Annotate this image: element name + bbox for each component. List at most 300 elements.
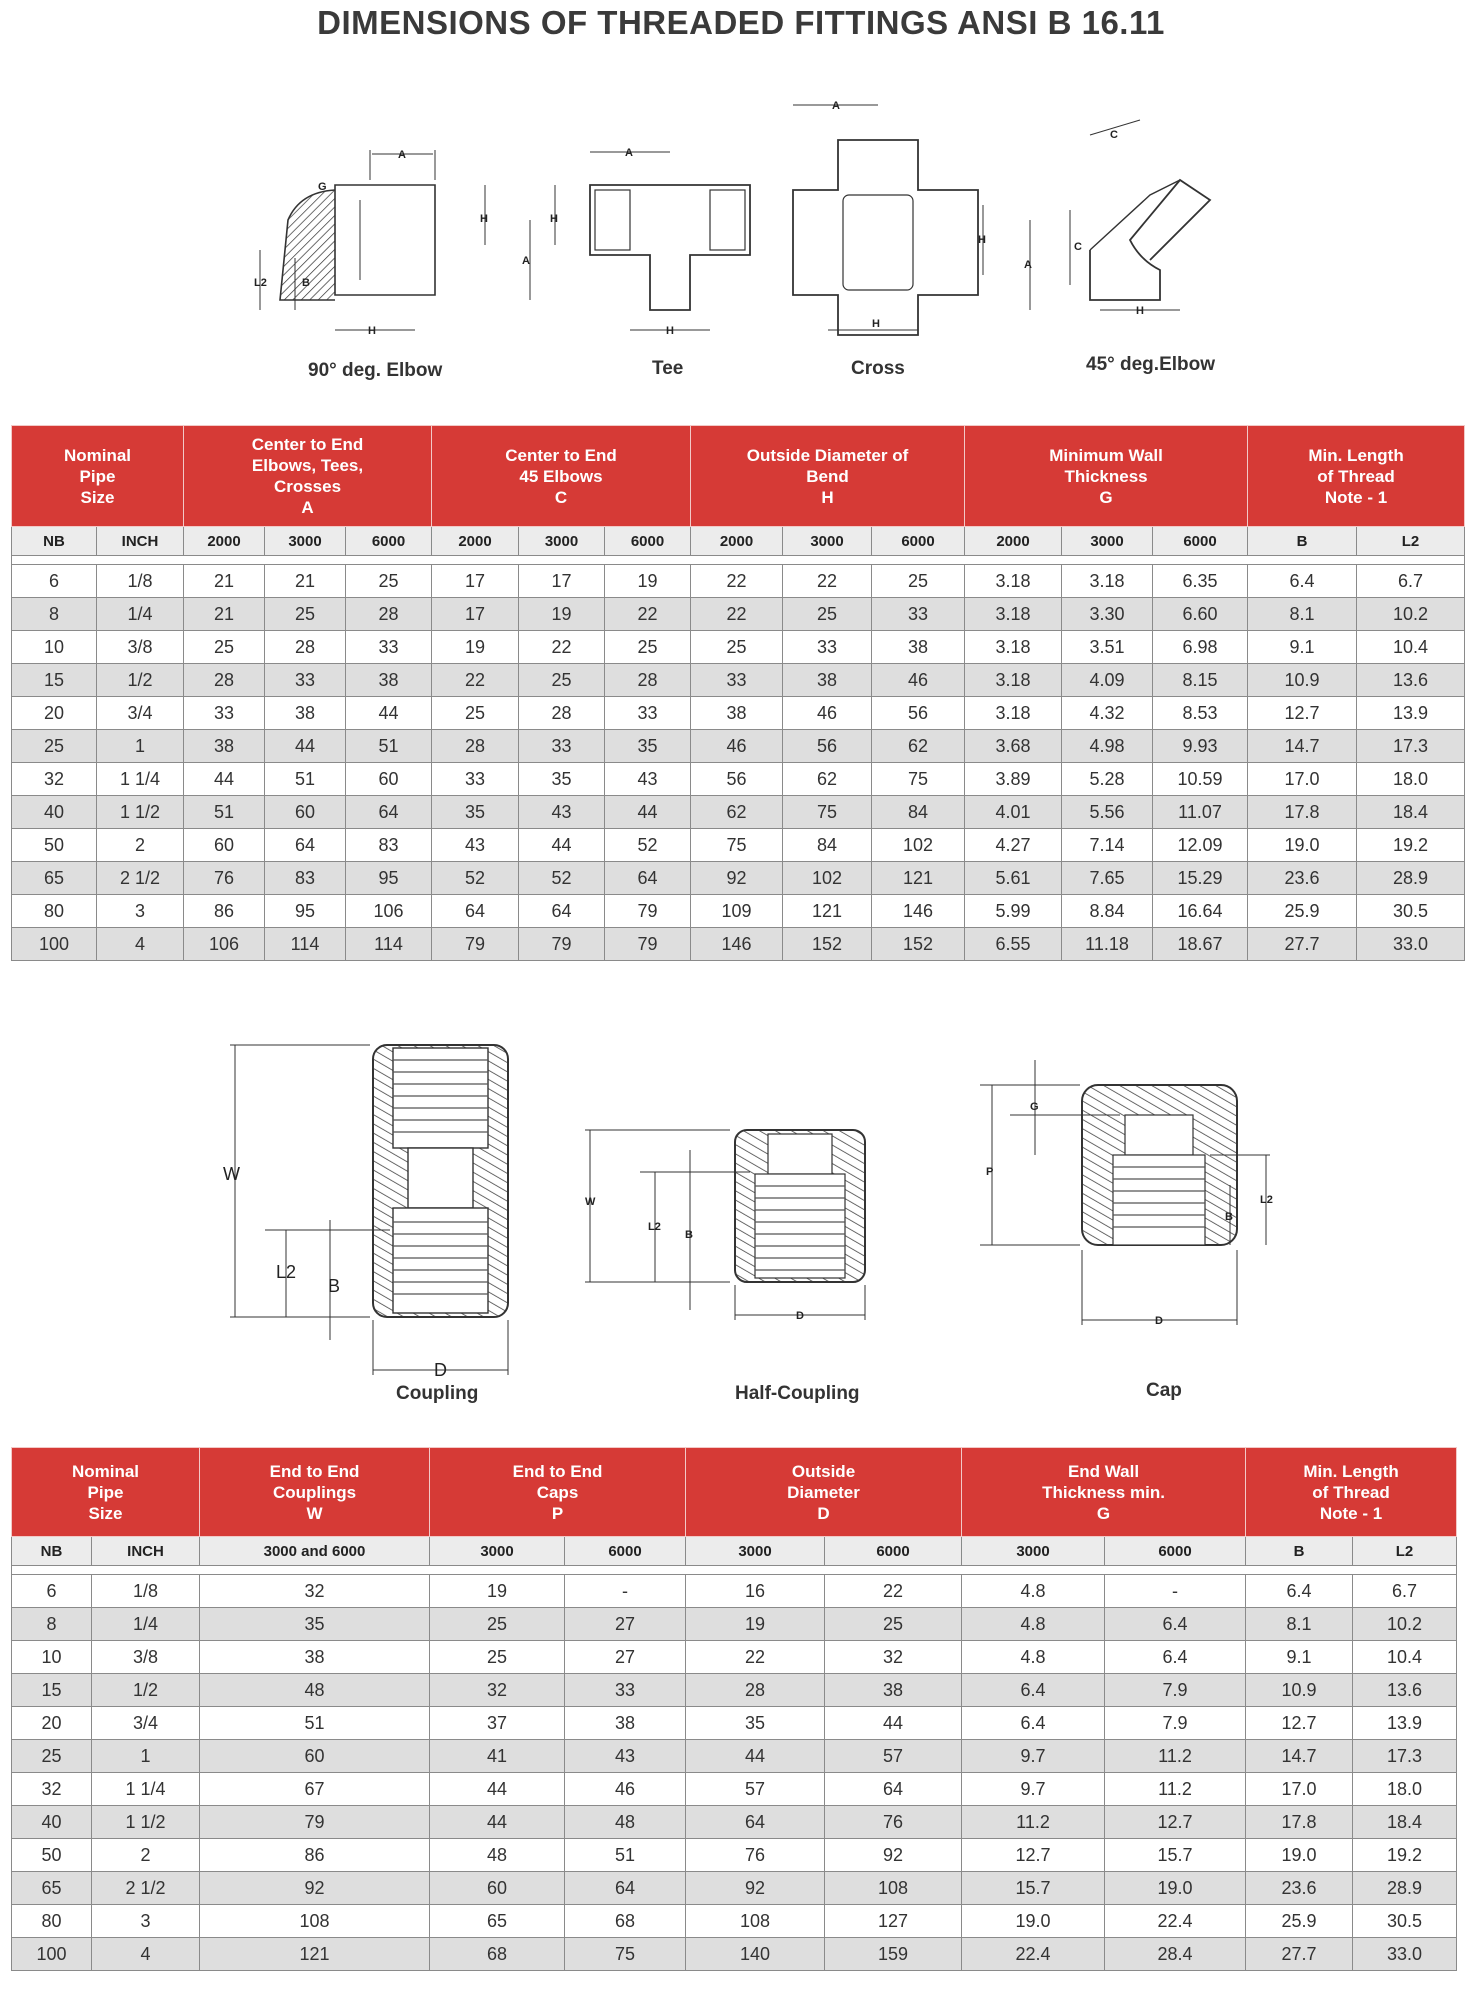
table-cell: 79 [432,928,519,961]
table-cell: 16.64 [1153,895,1248,928]
table-cell: 6.60 [1153,598,1248,631]
table-cell: 17 [519,565,605,598]
table-cell: 41 [430,1740,565,1773]
table-cell: 12.09 [1153,829,1248,862]
table-cell: 7.9 [1105,1707,1246,1740]
column-header: L2 [1353,1537,1457,1566]
table-cell: 33 [783,631,872,664]
table-cell: 11.2 [1105,1773,1246,1806]
table-cell: 12.7 [1248,697,1357,730]
table-cell: 52 [432,862,519,895]
t1-group-nominal: Nominal Pipe Size [12,426,184,527]
column-header: 6000 [825,1537,962,1566]
table-cell: 60 [430,1872,565,1905]
cap-dim-l2: L2 [1260,1194,1273,1206]
table-row [12,1872,1457,1905]
table-cell: 108 [825,1872,962,1905]
column-header: B [1248,527,1357,556]
elbow-dim-a2: A [522,255,530,267]
t2-group-thread-length: Min. Length of Thread Note - 1 [1246,1448,1457,1537]
caption-coupling: Coupling [396,1383,479,1404]
table-cell: 35 [605,730,691,763]
table-row [12,1674,1457,1707]
table-cell: 68 [565,1905,686,1938]
coupling-diagram [210,1030,530,1380]
table-cell: 33 [691,664,783,697]
table-cell: 3/8 [97,631,184,664]
table-cell: 51 [184,796,265,829]
table-cell: 11.2 [1105,1740,1246,1773]
table-cell: 17.8 [1246,1806,1353,1839]
column-header: 2000 [965,527,1062,556]
t2-group-outside-diameter: Outside Diameter D [686,1448,962,1537]
table-cell: 64 [346,796,432,829]
table-cell: 18.67 [1153,928,1248,961]
table-cell: 25.9 [1246,1905,1353,1938]
table-cell: 38 [265,697,346,730]
table-cell: - [565,1575,686,1608]
table-cell: 46 [783,697,872,730]
column-header: 3000 [962,1537,1105,1566]
table-cell: 13.9 [1357,697,1465,730]
table-cell: 33 [605,697,691,730]
table-cell: 38 [783,664,872,697]
cap-dim-p: P [986,1166,994,1178]
table-cell: 25 [872,565,965,598]
table-cell: 3/4 [97,697,184,730]
table-cell: 64 [565,1872,686,1905]
table-cell: 9.93 [1153,730,1248,763]
table-cell: 57 [825,1740,962,1773]
table-cell: 6.55 [965,928,1062,961]
table-cell: 3.18 [965,697,1062,730]
table-cell: 22 [605,598,691,631]
table-cell: 1 1/2 [92,1806,200,1839]
table-cell: 64 [825,1773,962,1806]
table-cell: 102 [872,829,965,862]
coupling-cap-table [11,1447,1457,1971]
table-cell: 18.0 [1357,763,1465,796]
table-cell: 5.61 [965,862,1062,895]
elbow45-dim-a: A [1024,259,1032,271]
table-cell: 8 [12,1608,92,1641]
t2-group-nominal: Nominal Pipe Size [12,1448,200,1537]
column-header: NB [12,527,97,556]
column-header: 6000 [872,527,965,556]
table-cell: 1/4 [92,1608,200,1641]
table-cell: 52 [519,862,605,895]
table-cell: 159 [825,1938,962,1971]
table-cell: 121 [872,862,965,895]
table-cell: 75 [565,1938,686,1971]
table-cell: 19 [605,565,691,598]
table-cell: 6.4 [1105,1641,1246,1674]
table-cell: 3.18 [965,631,1062,664]
table-cell: 92 [200,1872,430,1905]
table-row [12,1905,1457,1938]
table-cell: 21 [184,598,265,631]
table-cell: 114 [346,928,432,961]
page-title: DIMENSIONS OF THREADED FITTINGS ANSI B 16.11 [317,4,1165,41]
table-cell: 8 [12,598,97,631]
table-cell: 6.4 [1246,1575,1353,1608]
column-header: 6000 [565,1537,686,1566]
table-cell: 92 [825,1839,962,1872]
table-cell: 38 [691,697,783,730]
table-cell: 6.4 [962,1707,1105,1740]
table-cell: 10 [12,1641,92,1674]
t2-group-end-wall: End Wall Thickness min. G [962,1448,1246,1537]
elbow-dim-a: A [398,149,406,161]
caption-cross: Cross [851,358,905,379]
table-cell: 8.15 [1153,664,1248,697]
table-cell: 38 [200,1641,430,1674]
table-cell: 5.28 [1062,763,1153,796]
coupling-dim-d: D [434,1360,447,1380]
elbow45-dim-c1: C [1110,129,1118,141]
table-cell: 92 [691,862,783,895]
column-header: 3000 [519,527,605,556]
elbow45-dim-c2: C [1074,241,1082,253]
table-cell: 4.8 [962,1608,1105,1641]
table-cell: 33 [184,697,265,730]
table-cell: 109 [691,895,783,928]
table-cell: 75 [783,796,872,829]
table-cell: 5.56 [1062,796,1153,829]
table-row [12,730,1465,763]
table-cell: 33 [432,763,519,796]
column-header: 3000 [1062,527,1153,556]
table-cell: 28.9 [1357,862,1465,895]
table-cell: 12.7 [962,1839,1105,1872]
table-cell: 15 [12,664,97,697]
table-cell: 18.0 [1353,1773,1457,1806]
table-cell: 146 [872,895,965,928]
table-cell: 62 [691,796,783,829]
table-cell: 50 [12,829,97,862]
column-header: 3000 [783,527,872,556]
table-cell: 10.9 [1246,1674,1353,1707]
table-cell: 146 [691,928,783,961]
table-cell: 60 [265,796,346,829]
table-cell: 4 [97,928,184,961]
table-cell: 3.18 [965,565,1062,598]
table-cell: 7.9 [1105,1674,1246,1707]
elbow-dim-h3: H [368,325,376,337]
table-cell: 19 [519,598,605,631]
table-cell: 4.01 [965,796,1062,829]
t1-group-center-end-a: Center to End Elbows, Tees, Crosses A [184,426,432,527]
table-cell: 40 [12,796,97,829]
table-cell: 114 [265,928,346,961]
table-cell: 57 [686,1773,825,1806]
table-cell: 17 [432,598,519,631]
table-cell: 51 [346,730,432,763]
column-header: INCH [97,527,184,556]
coupling-dim-l2: L2 [276,1262,297,1282]
table-cell: 22.4 [962,1938,1105,1971]
elbow-dim-h1: H [480,213,488,225]
column-header: 6000 [1153,527,1248,556]
table-cell: 3.18 [965,664,1062,697]
tee-dim-h: H [666,325,674,337]
table-cell: 1 1/4 [92,1773,200,1806]
table-cell: 100 [12,1938,92,1971]
table-cell: 3.18 [965,598,1062,631]
table-row [12,829,1465,862]
table-cell: 25 [783,598,872,631]
table-cell: 3.18 [1062,565,1153,598]
table-cell: 11.07 [1153,796,1248,829]
table-cell: 19 [430,1575,565,1608]
table-cell: 44 [605,796,691,829]
table-row [12,1575,1457,1608]
table-cell: 48 [200,1674,430,1707]
t1-group-wall-thickness: Minimum Wall Thickness G [965,426,1248,527]
table-cell: 28 [184,664,265,697]
half-coupling-dim-b: B [685,1229,693,1241]
table-cell: 32 [430,1674,565,1707]
table-cell: 3.30 [1062,598,1153,631]
cap-dim-g: G [1030,1101,1039,1113]
table-cell: 1/4 [97,598,184,631]
table-cell: 2 [97,829,184,862]
table-row [12,763,1465,796]
table-cell: 79 [519,928,605,961]
table-cell: 19.0 [962,1905,1105,1938]
tee-diagram [580,140,760,350]
cross-diagram [788,95,988,345]
table-cell: 28 [432,730,519,763]
table-cell: 19.2 [1353,1839,1457,1872]
table-cell: 13.6 [1353,1674,1457,1707]
table-cell: - [1105,1575,1246,1608]
table-cell: 12.7 [1246,1707,1353,1740]
table-cell: 56 [872,697,965,730]
table-cell: 4.98 [1062,730,1153,763]
table-cell: 33 [565,1674,686,1707]
table-cell: 4.32 [1062,697,1153,730]
table-cell: 23.6 [1248,862,1357,895]
table-cell: 10 [12,631,97,664]
column-header: 2000 [432,527,519,556]
table-row [12,664,1465,697]
table-row [12,1773,1457,1806]
table-cell: 28.9 [1353,1872,1457,1905]
table-cell: 1 [97,730,184,763]
table-cell: 140 [686,1938,825,1971]
table-row [12,1641,1457,1674]
table-cell: 65 [12,862,97,895]
table-cell: 95 [346,862,432,895]
table-cell: 38 [872,631,965,664]
table-cell: 56 [783,730,872,763]
table-cell: 19.0 [1246,1839,1353,1872]
table-cell: 100 [12,928,97,961]
table-cell: 1/2 [92,1674,200,1707]
table-cell: 25 [432,697,519,730]
table-cell: 28 [519,697,605,730]
table-cell: 62 [872,730,965,763]
t1-group-thread-length: Min. Length of Thread Note - 1 [1248,426,1465,527]
table-cell: 25 [265,598,346,631]
table-cell: 25 [12,730,97,763]
table-cell: 7.65 [1062,862,1153,895]
table-cell: 33 [346,631,432,664]
table-cell: 17.3 [1353,1740,1457,1773]
table-cell: 46 [872,664,965,697]
elbow-90-diagram [240,140,558,350]
elbow-dim-g: G [318,181,327,193]
table-cell: 25 [346,565,432,598]
table-cell: 8.1 [1248,598,1357,631]
table-row [12,1938,1457,1971]
table-cell: 43 [432,829,519,862]
table-cell: 6.35 [1153,565,1248,598]
table-cell: 64 [605,862,691,895]
table-cell: 76 [825,1806,962,1839]
t2-group-caps-p: End to End Caps P [430,1448,686,1537]
table-cell: 60 [200,1740,430,1773]
table-cell: 15.7 [1105,1839,1246,1872]
table-cell: 33.0 [1353,1938,1457,1971]
table-cell: 18.4 [1357,796,1465,829]
table-cell: 75 [691,829,783,862]
table-cell: 17 [432,565,519,598]
table-row [12,1740,1457,1773]
table-cell: 25 [430,1608,565,1641]
table-cell: 3 [97,895,184,928]
table-cell: 127 [825,1905,962,1938]
table-cell: 32 [825,1641,962,1674]
table-row [12,796,1465,829]
table-cell: 7.14 [1062,829,1153,862]
half-coupling-dim-l2: L2 [648,1221,661,1233]
table-cell: 44 [265,730,346,763]
table-cell: 46 [565,1773,686,1806]
table-cell: 28 [686,1674,825,1707]
table-cell: 25 [430,1641,565,1674]
table-cell: 43 [519,796,605,829]
column-header: 6000 [346,527,432,556]
table-row [12,1839,1457,1872]
table-cell: 3.68 [965,730,1062,763]
table-cell: 6.98 [1153,631,1248,664]
table-cell: 43 [605,763,691,796]
column-header: 3000 [265,527,346,556]
table-cell: 20 [12,697,97,730]
table-cell: 17.0 [1246,1773,1353,1806]
table-cell: 64 [432,895,519,928]
table-cell: 64 [519,895,605,928]
table-cell: 152 [872,928,965,961]
table-row [12,1608,1457,1641]
table-cell: 10.4 [1357,631,1465,664]
table-cell: 32 [200,1575,430,1608]
table-cell: 6.4 [962,1674,1105,1707]
table-cell: 4.8 [962,1575,1105,1608]
table-cell: 6 [12,1575,92,1608]
table-cell: 44 [686,1740,825,1773]
table-cell: 86 [184,895,265,928]
table-cell: 80 [12,1905,92,1938]
table-cell: 14.7 [1246,1740,1353,1773]
table-cell: 64 [686,1806,825,1839]
table-cell: 22 [691,565,783,598]
table-cell: 8.1 [1246,1608,1353,1641]
table-cell: 1/2 [97,664,184,697]
table-cell: 8.53 [1153,697,1248,730]
caption-half-coupling: Half-Coupling [735,1383,860,1404]
column-header: 2000 [184,527,265,556]
table-cell: 17.0 [1248,763,1357,796]
table-cell: 44 [346,697,432,730]
half-coupling-diagram [580,1120,880,1360]
table-cell: 51 [565,1839,686,1872]
table-cell: 22 [783,565,872,598]
table-cell: 60 [184,829,265,862]
table-cell: 27 [565,1608,686,1641]
table-cell: 79 [200,1806,430,1839]
table-cell: 16 [686,1575,825,1608]
cross-dim-h2: H [872,318,880,330]
table-cell: 46 [691,730,783,763]
table-cell: 95 [265,895,346,928]
table-cell: 22 [825,1575,962,1608]
table-cell: 1 [92,1740,200,1773]
table-cell: 51 [200,1707,430,1740]
table-cell: 2 [92,1839,200,1872]
cap-dim-d: D [1155,1315,1163,1327]
table-cell: 25 [519,664,605,697]
table-row [12,928,1465,961]
table-cell: 51 [265,763,346,796]
table-cell: 4 [92,1938,200,1971]
table-cell: 1 1/4 [97,763,184,796]
table-cell: 106 [346,895,432,928]
table-cell: 1/8 [92,1575,200,1608]
table-cell: 65 [430,1905,565,1938]
table-cell: 86 [200,1839,430,1872]
table-cell: 50 [12,1839,92,1872]
table-cell: 33 [872,598,965,631]
table-cell: 23.6 [1246,1872,1353,1905]
table-cell: 92 [686,1872,825,1905]
table-cell: 83 [265,862,346,895]
tee-dim-a: A [625,147,633,159]
table-cell: 4.8 [962,1641,1105,1674]
table-cell: 10.2 [1357,598,1465,631]
threaded-fittings-table [11,425,1465,961]
table-cell: 33 [265,664,346,697]
table-cell: 76 [686,1839,825,1872]
column-header: NB [12,1537,92,1566]
table-cell: 6.4 [1248,565,1357,598]
table-cell: 25 [691,631,783,664]
table-cell: 28 [346,598,432,631]
table-cell: 17.8 [1248,796,1357,829]
caption-tee: Tee [652,358,684,379]
table-cell: 108 [200,1905,430,1938]
table-cell: 43 [565,1740,686,1773]
table-cell: 121 [783,895,872,928]
column-header: L2 [1357,527,1465,556]
table-cell: 33 [519,730,605,763]
table-cell: 60 [346,763,432,796]
table-cell: 25 [12,1740,92,1773]
table-row [12,598,1465,631]
column-header: INCH [92,1537,200,1566]
